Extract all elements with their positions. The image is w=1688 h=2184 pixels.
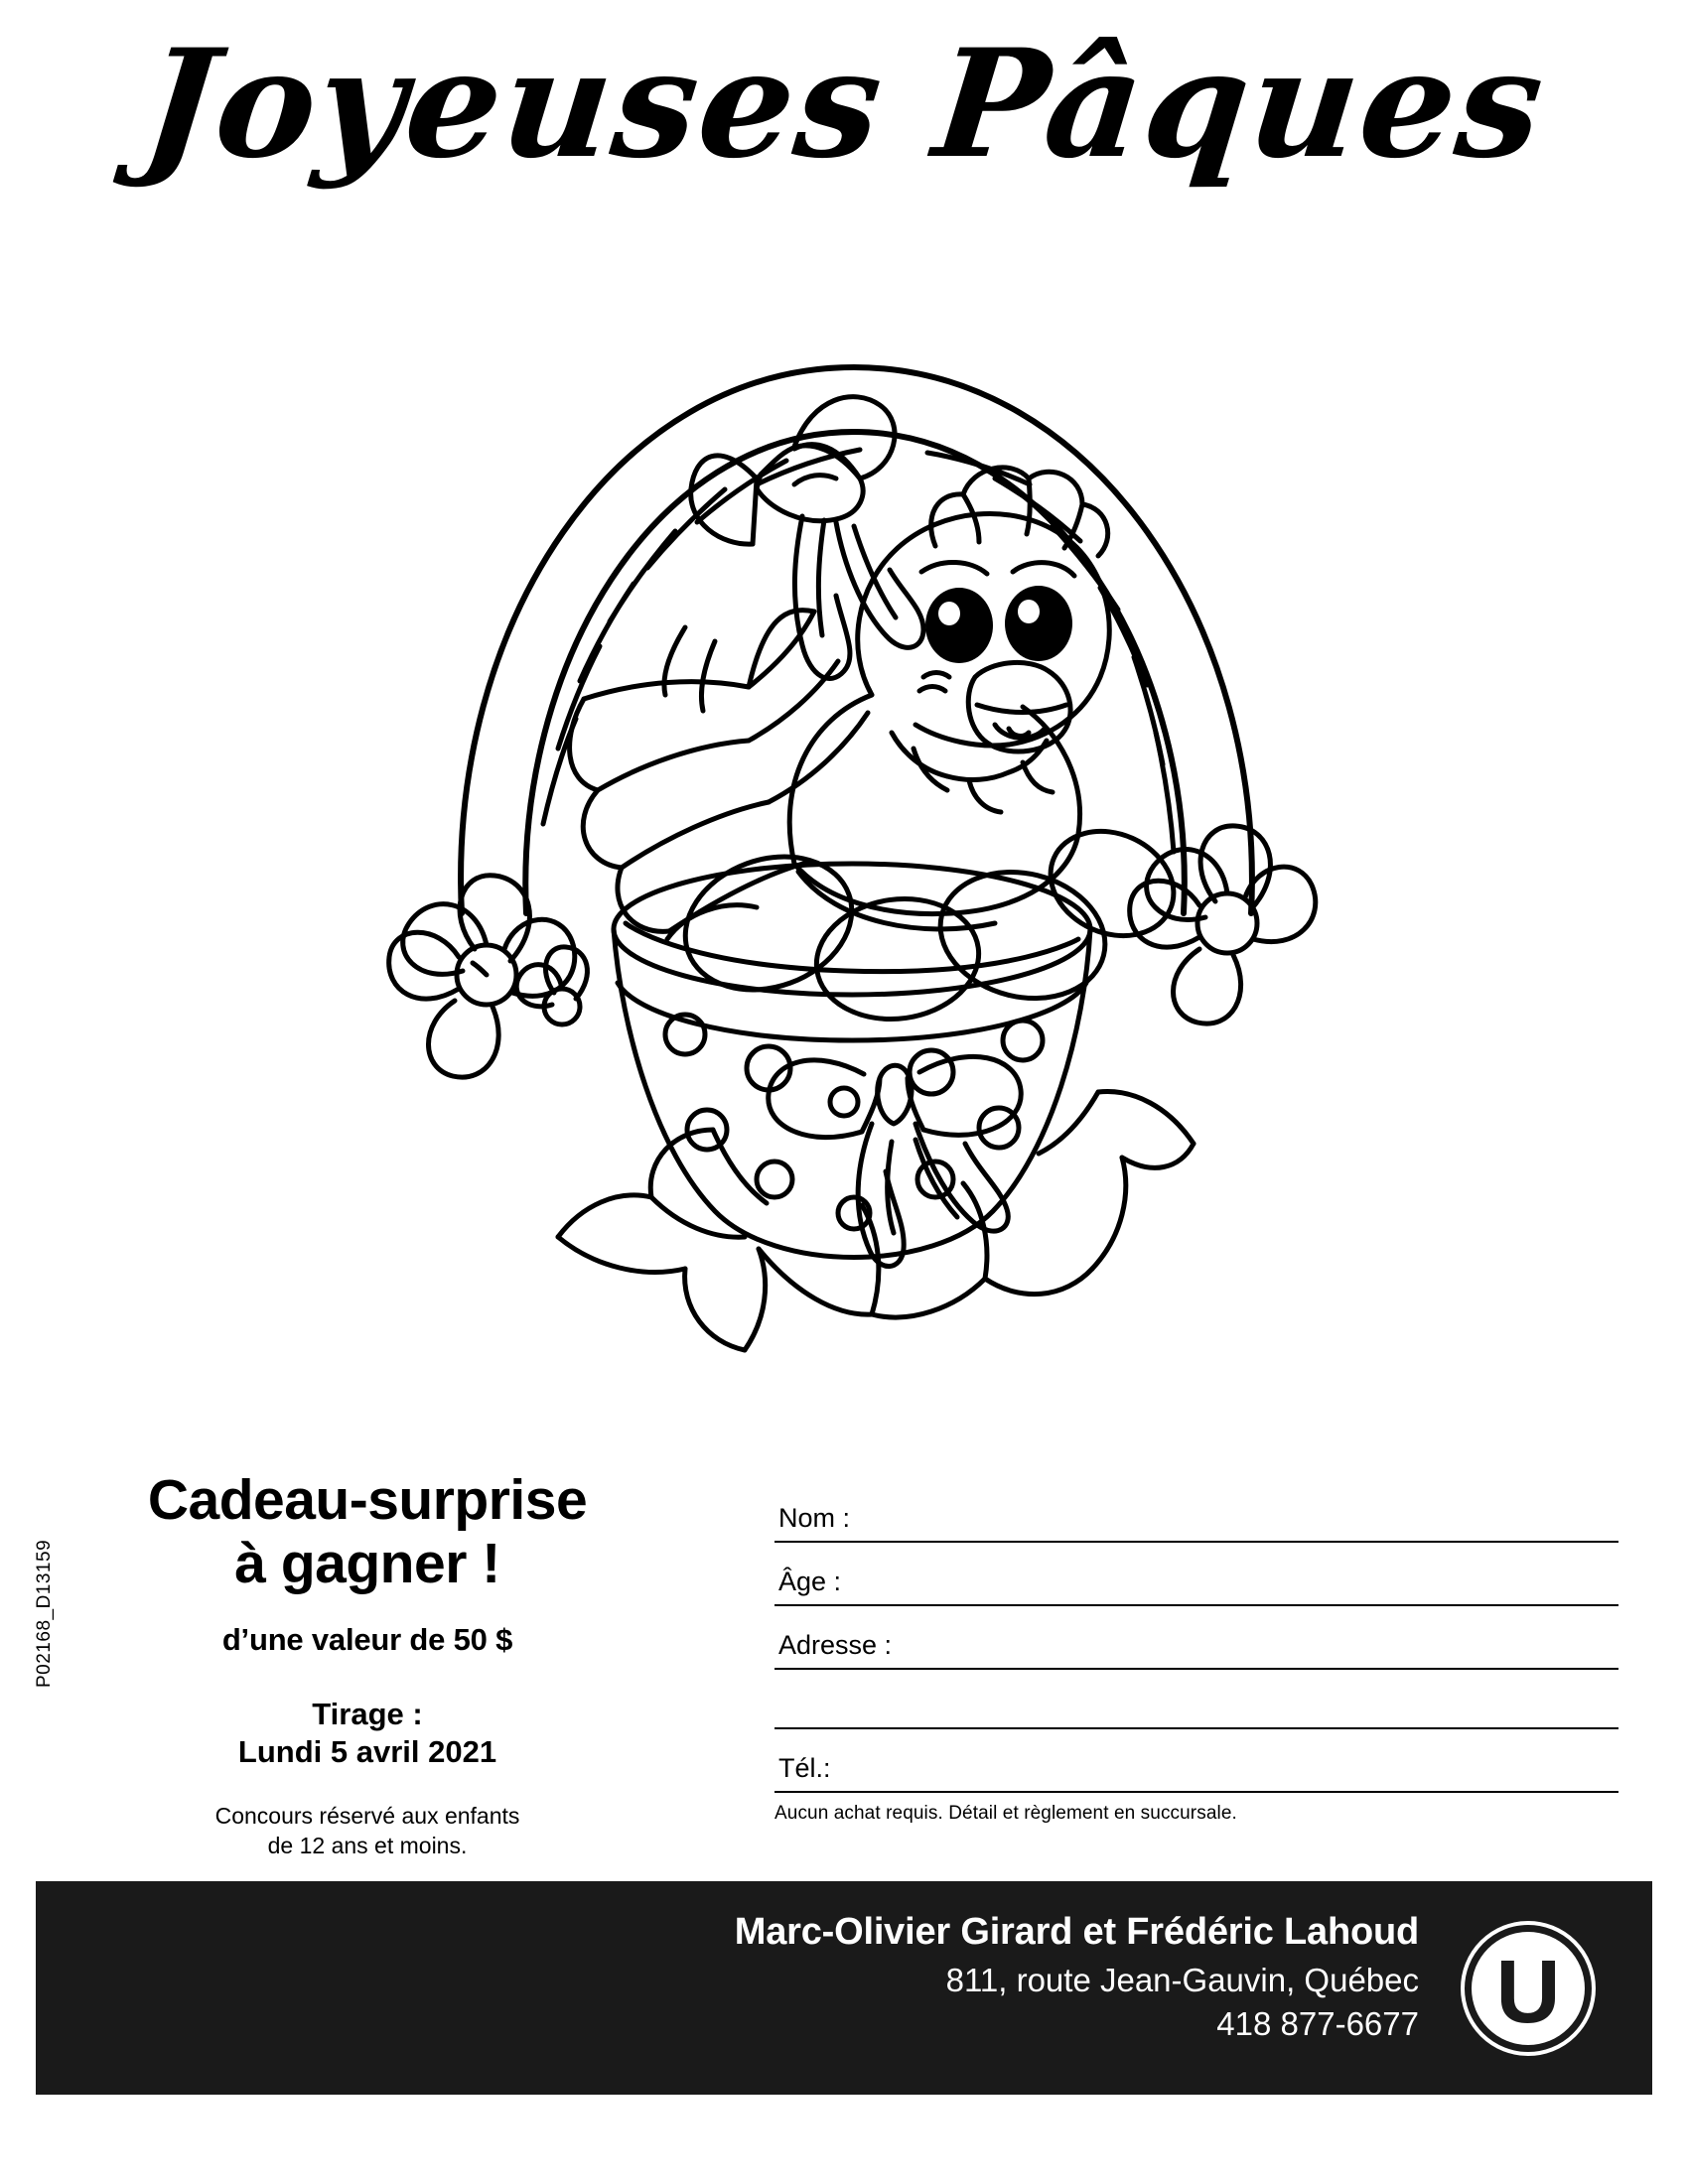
field-adresse-line2[interactable] [774, 1670, 1618, 1729]
promo-restriction-line1: Concours réservé aux enfants [214, 1803, 520, 1830]
promo-headline-line2: à gagner ! [234, 1531, 500, 1595]
logo-letter: U [1495, 1943, 1561, 2042]
field-age-label: Âge : [778, 1567, 842, 1596]
promo-restriction-line2: de 12 ans et moins. [267, 1833, 468, 1859]
footer-owners: Marc-Olivier Girard et Frédéric Lahoud [734, 1911, 1419, 1953]
footer-address: 811, route Jean-Gauvin, Québec [945, 1962, 1419, 1998]
promo-draw [89, 1696, 645, 1773]
promo-block [89, 1469, 645, 1861]
field-adresse[interactable] [774, 1606, 1618, 1670]
field-telephone-label: Tél.: [778, 1753, 831, 1783]
page-title-wrap [0, 17, 1688, 192]
entry-coupon-form [774, 1479, 1618, 1825]
promo-restriction [89, 1802, 645, 1861]
promo-headline [89, 1469, 645, 1596]
field-telephone[interactable] [774, 1729, 1618, 1793]
field-nom-label: Nom : [778, 1503, 851, 1533]
easter-basket-chick-coloring-illustration [328, 228, 1370, 1449]
promo-headline-line1: Cadeau-surprise [147, 1468, 588, 1532]
field-nom[interactable] [774, 1479, 1618, 1543]
uniprix-u-logo-icon [1459, 1919, 1598, 2058]
promo-value: d’une valeur de 50 $ [221, 1621, 513, 1657]
footer-phone: 418 877-6677 [1216, 2005, 1419, 2042]
footer-bar [36, 1881, 1652, 2095]
page-title: Joyeuses Pâques [135, 17, 1553, 192]
promo-draw-date: Lundi 5 avril 2021 [237, 1734, 497, 1770]
coupon-fineprint: Aucun achat requis. Détail et règlement en succursale. [774, 1803, 1237, 1824]
field-adresse-label: Adresse : [778, 1630, 893, 1660]
footer-contact [735, 1911, 1419, 2043]
field-age[interactable] [774, 1543, 1618, 1606]
promo-draw-label: Tirage : [312, 1696, 423, 1731]
reference-code: P02168_D13159 [34, 1539, 55, 1688]
